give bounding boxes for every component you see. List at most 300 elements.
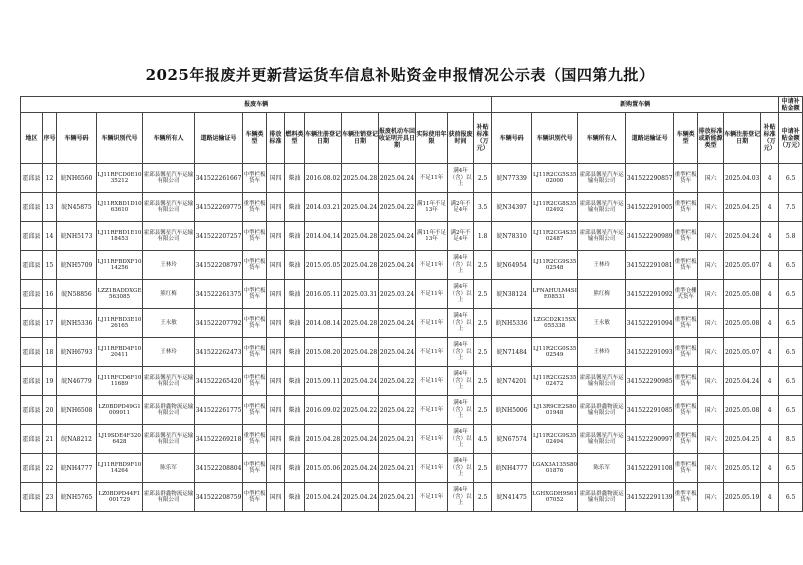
table-row	[21, 280, 803, 309]
cell-std: 2.5	[474, 367, 492, 396]
cell-std: 2.5	[474, 454, 492, 483]
cell-vtype: 中型栏板货车	[243, 367, 267, 396]
col-seq: 序号	[43, 113, 57, 164]
group-old-vehicle: 报废车辆	[21, 97, 492, 113]
cell-dereg: 2025.04.28	[342, 338, 379, 367]
cell-fuel: 柴油	[285, 454, 305, 483]
cell-emission: 国四	[267, 425, 285, 454]
cell-reg: 2015.04.24	[305, 483, 342, 512]
cell-std: 3.5	[474, 193, 492, 222]
cell-amount: 6.5	[779, 483, 803, 512]
cell-nemission: 国六	[698, 396, 724, 425]
col-permit: 道路运输证号	[195, 113, 243, 164]
cell-nstd: 4	[761, 396, 779, 425]
col-owner: 车辆所有人	[143, 113, 195, 164]
cell-vin: LJ11RXBD1D1063610	[97, 193, 143, 222]
cell-reg: 2014.03.21	[305, 193, 342, 222]
cell-seq: 17	[43, 309, 57, 338]
cell-fuel: 柴油	[285, 222, 305, 251]
col-reg-date: 车辆注册登记日期	[305, 113, 342, 164]
cell-nstd: 4	[761, 367, 779, 396]
table-row	[21, 454, 803, 483]
cell-hold: 满4年（含）以上	[448, 483, 474, 512]
cell-nvtype: 重型栏板货车	[674, 164, 698, 193]
cell-years: 不足11年	[416, 164, 448, 193]
cell-nvtype: 重型栏板货车	[674, 425, 698, 454]
cell-nowner: 霍邱县群鑫物流运输有限公司	[578, 483, 626, 512]
cell-nstd: 4	[761, 222, 779, 251]
col-new-emission: 排放标准或新能源类型	[698, 113, 724, 164]
cell-owner: 王永敏	[143, 309, 195, 338]
cell-cert: 2025.04.24	[379, 164, 416, 193]
cell-emission: 国四	[267, 367, 285, 396]
cell-nreg: 2025.05.08	[724, 309, 761, 338]
cell-nemission: 国六	[698, 338, 724, 367]
cell-nreg: 2025.04.24	[724, 367, 761, 396]
cell-cert: 2025.03.24	[379, 280, 416, 309]
cell-vtype: 中型栏板货车	[243, 164, 267, 193]
col-new-reg-date: 车辆注册登记日期	[724, 113, 761, 164]
cell-seq: 21	[43, 425, 57, 454]
cell-amount: 6.5	[779, 251, 803, 280]
cell-nreg: 2025.04.24	[724, 222, 761, 251]
cell-emission: 国四	[267, 280, 285, 309]
cell-owner: 霍邱县馨星汽车运输有限公司	[143, 425, 195, 454]
cell-vin: LJ11RFBD1E1018453	[97, 222, 143, 251]
col-new-plate: 车辆号码	[492, 113, 532, 164]
cell-nplate: 皖N41475	[492, 483, 532, 512]
cell-plate: 皖N45875	[57, 193, 97, 222]
cell-dereg: 2025.04.24	[342, 483, 379, 512]
cell-nvin: LJ11R2CG5S3502000	[532, 164, 578, 193]
col-std: 补贴标准（万元）	[474, 113, 492, 164]
cell-std: 4.5	[474, 425, 492, 454]
cell-vin: LJ11RFCD6F1011689	[97, 367, 143, 396]
cell-fuel: 柴油	[285, 425, 305, 454]
cell-nreg: 2025.05.07	[724, 251, 761, 280]
cell-nvin: LJ11R2CG2S3502472	[532, 367, 578, 396]
cell-npermit: 341522290857	[626, 164, 674, 193]
cell-nowner: 霍邱县馨星汽车运输有限公司	[578, 425, 626, 454]
cell-years: 不足11年	[416, 280, 448, 309]
cell-nvtype: 重型栏板货车	[674, 222, 698, 251]
cell-cert: 2025.04.24	[379, 338, 416, 367]
cell-reg: 2014.04.14	[305, 222, 342, 251]
cell-vin: LJ19SDE4F3206428	[97, 425, 143, 454]
cell-reg: 2015.05.05	[305, 251, 342, 280]
cell-std: 2.5	[474, 164, 492, 193]
cell-vtype: 重型栏板货车	[243, 425, 267, 454]
cell-plate: 皖N46779	[57, 367, 97, 396]
cell-vtype: 中型栏板货车	[243, 280, 267, 309]
cell-std: 2.5	[474, 309, 492, 338]
table-body	[21, 164, 803, 512]
cell-vin: LJ11RFBDXF1014256	[97, 251, 143, 280]
cell-nstd: 4	[761, 425, 779, 454]
cell-nemission: 国六	[698, 309, 724, 338]
cell-years: 不足11年	[416, 396, 448, 425]
col-region: 地区	[21, 113, 43, 164]
cell-owner: 霍邱县群鑫物流运输有限公司	[143, 396, 195, 425]
cell-nreg: 2025.04.25	[724, 193, 761, 222]
cell-hold: 满4年（含）以上	[448, 280, 474, 309]
cell-fuel: 柴油	[285, 280, 305, 309]
cell-owner: 霍邱县群鑫物流运输有限公司	[143, 483, 195, 512]
cell-fuel: 柴油	[285, 338, 305, 367]
cell-dereg: 2025.04.24	[342, 193, 379, 222]
cell-nstd: 4	[761, 483, 779, 512]
cell-nemission: 国六	[698, 454, 724, 483]
cell-emission: 国四	[267, 483, 285, 512]
cell-npermit: 341522291108	[626, 454, 674, 483]
cell-region: 霍邱县	[21, 280, 43, 309]
cell-std: 2.5	[474, 338, 492, 367]
cell-nplate: 皖NH4777	[492, 454, 532, 483]
cell-permit: 341522269775	[195, 193, 243, 222]
cell-npermit: 341522291005	[626, 193, 674, 222]
cell-permit: 341522207792	[195, 309, 243, 338]
cell-std: 2.5	[474, 251, 492, 280]
cell-nreg: 2025.05.08	[724, 396, 761, 425]
cell-nvin: LJ11R2CG0S3502549	[532, 338, 578, 367]
cell-years: 不足11年	[416, 425, 448, 454]
col-fuel: 燃料类型	[285, 113, 305, 164]
cell-std: 2.5	[474, 280, 492, 309]
cell-region: 霍邱县	[21, 454, 43, 483]
cell-nemission: 国六	[698, 280, 724, 309]
cell-nvin: LZGCD2K15SX055338	[532, 309, 578, 338]
cell-nplate: 皖N38124	[492, 280, 532, 309]
cell-permit: 341522207257	[195, 222, 243, 251]
cell-seq: 16	[43, 280, 57, 309]
cell-npermit: 341522291081	[626, 251, 674, 280]
cell-reg: 2016.05.11	[305, 280, 342, 309]
cell-owner: 霍邱县馨星汽车运输有限公司	[143, 367, 195, 396]
cell-cert: 2025.04.21	[379, 483, 416, 512]
cell-fuel: 柴油	[285, 309, 305, 338]
table-row	[21, 309, 803, 338]
cell-nstd: 4	[761, 251, 779, 280]
cell-vin: LZ0BDPD49G1009911	[97, 396, 143, 425]
cell-hold: 满4年（含）以上	[448, 251, 474, 280]
cell-npermit: 341522290989	[626, 222, 674, 251]
cell-vin: LZ0BDPD44F1001729	[97, 483, 143, 512]
cell-nvtype: 重型平板货车	[674, 483, 698, 512]
cell-permit: 341522261667	[195, 164, 243, 193]
cell-dereg: 2025.04.28	[342, 164, 379, 193]
cell-plate: 皖NH5336	[57, 309, 97, 338]
cell-seq: 15	[43, 251, 57, 280]
cell-years: 不足11年	[416, 454, 448, 483]
cell-vtype: 中型栏板货车	[243, 309, 267, 338]
cell-owner: 王林玲	[143, 251, 195, 280]
cell-cert: 2025.04.21	[379, 425, 416, 454]
cell-npermit: 341522291093	[626, 338, 674, 367]
cell-nstd: 4	[761, 164, 779, 193]
col-old-plate: 车辆号码	[57, 113, 97, 164]
cell-amount: 6.5	[779, 396, 803, 425]
col-vehicle-type: 车辆类型	[243, 113, 267, 164]
cell-owner: 霍邱县馨星汽车运输有限公司	[143, 193, 195, 222]
col-hold-time: 获前报废时间	[448, 113, 474, 164]
table-row	[21, 164, 803, 193]
cell-vtype: 中型栏板货车	[243, 396, 267, 425]
table-row	[21, 251, 803, 280]
cell-seq: 12	[43, 164, 57, 193]
cell-nreg: 2025.05.19	[724, 483, 761, 512]
column-header-row	[21, 113, 803, 164]
cell-vtype: 中型栏板货车	[243, 251, 267, 280]
cell-plate: 皖NH6560	[57, 164, 97, 193]
cell-reg: 2014.08.14	[305, 309, 342, 338]
col-emission: 排放标准	[267, 113, 285, 164]
col-new-vehicle-type: 车辆类型	[674, 113, 698, 164]
cell-cert: 2025.04.24	[379, 309, 416, 338]
cell-dereg: 2025.04.22	[342, 396, 379, 425]
cell-fuel: 柴油	[285, 251, 305, 280]
cell-nstd: 4	[761, 280, 779, 309]
cell-nstd: 4	[761, 309, 779, 338]
cell-fuel: 柴油	[285, 367, 305, 396]
cell-hold: 满4年（含）以上	[448, 454, 474, 483]
cell-plate: 皖NA8212	[57, 425, 97, 454]
cell-seq: 18	[43, 338, 57, 367]
cell-fuel: 柴油	[285, 193, 305, 222]
cell-npermit: 341522290985	[626, 367, 674, 396]
cell-amount: 6.5	[779, 367, 803, 396]
cell-years: 不足11年	[416, 309, 448, 338]
cell-vin: LJ11RFCD0E1035212	[97, 164, 143, 193]
cell-plate: 皖N58856	[57, 280, 97, 309]
cell-emission: 国四	[267, 251, 285, 280]
cell-nvin: LJ11R2CG4S3502487	[532, 222, 578, 251]
cell-dereg: 2025.04.24	[342, 454, 379, 483]
cell-seq: 20	[43, 396, 57, 425]
group-new-vehicle: 新购置车辆	[492, 97, 779, 113]
cell-nvtype: 重型栏板货车	[674, 251, 698, 280]
cell-nowner: 霍邱县馨星汽车运输有限公司	[578, 193, 626, 222]
cell-hold: 满4年（含）以上	[448, 425, 474, 454]
cell-plate: 皖NH5173	[57, 222, 97, 251]
cell-amount: 5.8	[779, 222, 803, 251]
cell-npermit: 341522291085	[626, 396, 674, 425]
cell-emission: 国四	[267, 396, 285, 425]
cell-nvtype: 重型栏板货车	[674, 338, 698, 367]
cell-permit: 341522262473	[195, 338, 243, 367]
cell-nvtype: 重型仓栅式货车	[674, 280, 698, 309]
cell-owner: 陈乐军	[143, 454, 195, 483]
cell-npermit: 341522291139	[626, 483, 674, 512]
cell-vin: LJ11RFBD9F1014264	[97, 454, 143, 483]
cell-nemission: 国六	[698, 164, 724, 193]
cell-fuel: 柴油	[285, 483, 305, 512]
cell-nemission: 国六	[698, 367, 724, 396]
cell-region: 霍邱县	[21, 396, 43, 425]
cell-amount: 6.5	[779, 164, 803, 193]
cell-owner: 霍邱县馨星汽车运输有限公司	[143, 222, 195, 251]
cell-nreg: 2025.05.12	[724, 454, 761, 483]
cell-emission: 国四	[267, 454, 285, 483]
cell-amount: 6.5	[779, 338, 803, 367]
table-row	[21, 193, 803, 222]
cell-vtype: 中型栏板货车	[243, 222, 267, 251]
cell-reg: 2015.05.06	[305, 454, 342, 483]
col-old-vin: 车辆识别代号	[97, 113, 143, 164]
cell-vtype: 中型栏板货车	[243, 454, 267, 483]
cell-region: 霍邱县	[21, 338, 43, 367]
cell-dereg: 2025.04.28	[342, 251, 379, 280]
cell-nvtype: 重型栏板货车	[674, 193, 698, 222]
cell-amount: 7.5	[779, 193, 803, 222]
cell-region: 霍邱县	[21, 425, 43, 454]
cell-reg: 2016.09.02	[305, 396, 342, 425]
cell-region: 霍邱县	[21, 483, 43, 512]
cell-nowner: 王林玲	[578, 251, 626, 280]
cell-seq: 22	[43, 454, 57, 483]
cell-emission: 国四	[267, 222, 285, 251]
cell-vtype: 重型栏板货车	[243, 193, 267, 222]
cell-vin: LJ11RFBD4F1020411	[97, 338, 143, 367]
cell-years: 不足11年	[416, 251, 448, 280]
cell-amount: 8.5	[779, 425, 803, 454]
cell-nplate: 皖N71484	[492, 338, 532, 367]
cell-years: 不足11年	[416, 483, 448, 512]
cell-years: 满11年不足13年	[416, 222, 448, 251]
col-new-std: 补贴标准（万元）	[761, 113, 779, 164]
cell-dereg: 2025.04.28	[342, 309, 379, 338]
cell-nplate: 皖N64954	[492, 251, 532, 280]
cell-hold: 满4年（含）以上	[448, 338, 474, 367]
group-amount: 申请补贴金额	[779, 97, 803, 113]
cell-years: 满11年不足13年	[416, 193, 448, 222]
cell-region: 霍邱县	[21, 309, 43, 338]
cell-amount: 6.5	[779, 280, 803, 309]
cell-emission: 国四	[267, 338, 285, 367]
cell-dereg: 2025.03.31	[342, 280, 379, 309]
cell-nowner: 王林玲	[578, 338, 626, 367]
cell-std: 1.8	[474, 222, 492, 251]
cell-reg: 2015.08.20	[305, 338, 342, 367]
col-new-owner: 车辆所有人	[578, 113, 626, 164]
cell-permit: 341522208797	[195, 251, 243, 280]
cell-nvin: LJ11R2CG9S3502548	[532, 251, 578, 280]
table-row	[21, 367, 803, 396]
cell-cert: 2025.04.21	[379, 454, 416, 483]
table-row	[21, 396, 803, 425]
cell-hold: 满4年（含）以上	[448, 164, 474, 193]
cell-nplate: 皖N77339	[492, 164, 532, 193]
cell-hold: 满4年（含）以上	[448, 309, 474, 338]
cell-region: 霍邱县	[21, 164, 43, 193]
col-used-years: 实际使用年限	[416, 113, 448, 164]
cell-plate: 皖NH5765	[57, 483, 97, 512]
cell-nvin: LGAX3A135S8001876	[532, 454, 578, 483]
cell-amount: 6.5	[779, 309, 803, 338]
cell-reg: 2015.04.28	[305, 425, 342, 454]
cell-nplate: 皖N74201	[492, 367, 532, 396]
cell-region: 霍邱县	[21, 251, 43, 280]
cell-nplate: 皖N78310	[492, 222, 532, 251]
cell-plate: 皖NH6508	[57, 396, 97, 425]
cell-nowner: 陈乐军	[578, 454, 626, 483]
cell-cert: 2025.04.22	[379, 396, 416, 425]
cell-seq: 19	[43, 367, 57, 396]
cell-plate: 皖NH6793	[57, 338, 97, 367]
table-row	[21, 338, 803, 367]
cell-dereg: 2025.04.24	[342, 425, 379, 454]
cell-std: 2.5	[474, 483, 492, 512]
cell-nvtype: 重型栏板货车	[674, 396, 698, 425]
cell-nemission: 国六	[698, 193, 724, 222]
col-dereg-date: 车辆注销登记日期	[342, 113, 379, 164]
cell-dereg: 2025.04.24	[342, 367, 379, 396]
cell-emission: 国四	[267, 164, 285, 193]
cell-amount: 6.5	[779, 454, 803, 483]
cell-nowner: 霍邱县群鑫物流运输有限公司	[578, 396, 626, 425]
cell-permit: 341522265420	[195, 367, 243, 396]
cell-npermit: 341522291092	[626, 280, 674, 309]
table-row	[21, 222, 803, 251]
cell-nstd: 4	[761, 193, 779, 222]
cell-npermit: 341522290997	[626, 425, 674, 454]
cell-nvin: LJ13R9CE2S8001948	[532, 396, 578, 425]
cell-cert: 2025.04.24	[379, 222, 416, 251]
cell-permit: 341522208804	[195, 454, 243, 483]
cell-nvin: LJ11R2CG8S3502492	[532, 193, 578, 222]
cell-nstd: 4	[761, 454, 779, 483]
cell-nowner: 霍邱县馨星汽车运输有限公司	[578, 164, 626, 193]
col-new-vin: 车辆识别代号	[532, 113, 578, 164]
cell-fuel: 柴油	[285, 164, 305, 193]
cell-dereg: 2025.04.28	[342, 222, 379, 251]
cell-owner: 霍邱县馨星汽车运输有限公司	[143, 164, 195, 193]
cell-hold: 满4年（含）以上	[448, 396, 474, 425]
cell-hold: 满4年（含）以上	[448, 367, 474, 396]
cell-nplate: 皖NH5336	[492, 309, 532, 338]
cell-years: 不足11年	[416, 338, 448, 367]
cell-nemission: 国六	[698, 251, 724, 280]
cell-seq: 14	[43, 222, 57, 251]
cell-cert: 2025.04.24	[379, 251, 416, 280]
cell-npermit: 341522291094	[626, 309, 674, 338]
cell-permit: 341522261775	[195, 396, 243, 425]
cell-nemission: 国六	[698, 425, 724, 454]
cell-nreg: 2025.05.08	[724, 280, 761, 309]
cell-std: 2.5	[474, 396, 492, 425]
cell-nvin: LGHXGDH9S6107052	[532, 483, 578, 512]
cell-vin: LZZ1BADDXGE563085	[97, 280, 143, 309]
cell-vtype: 中型栏板货车	[243, 338, 267, 367]
cell-nvtype: 重型栏板货车	[674, 367, 698, 396]
group-header-row	[21, 97, 803, 113]
cell-nvin: LFNAHULM4SIE08531	[532, 280, 578, 309]
cell-cert: 2025.04.22	[379, 193, 416, 222]
cell-nplate: 皖N67574	[492, 425, 532, 454]
cell-hold: 满2年不足4年	[448, 193, 474, 222]
cell-nreg: 2025.05.07	[724, 338, 761, 367]
cell-region: 霍邱县	[21, 367, 43, 396]
cell-nstd: 4	[761, 338, 779, 367]
table-row	[21, 425, 803, 454]
cell-fuel: 柴油	[285, 396, 305, 425]
cell-plate: 皖NH4777	[57, 454, 97, 483]
cell-nowner: 霍邱县馨星汽车运输有限公司	[578, 222, 626, 251]
col-new-permit: 道路运输证号	[626, 113, 674, 164]
cell-nowner: 熊红梅	[578, 280, 626, 309]
cell-nvin: LJ11R2CG9S3502494	[532, 425, 578, 454]
cell-vin: LJ11RFBD3E1026165	[97, 309, 143, 338]
cell-region: 霍邱县	[21, 222, 43, 251]
